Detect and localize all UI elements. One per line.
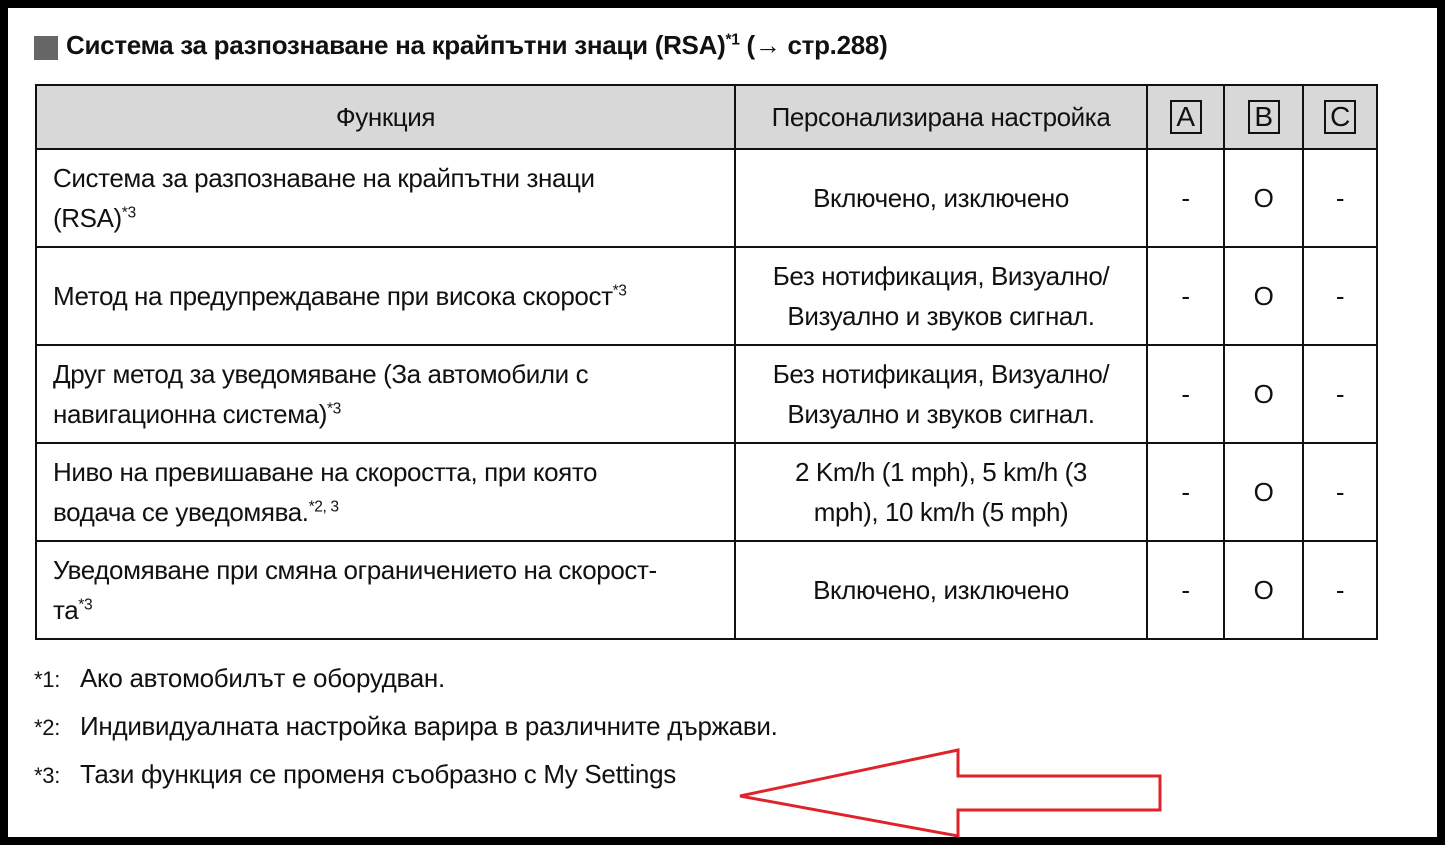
setting-line: mph), 10 km/h (5 mph): [813, 497, 1069, 527]
table-row: [36, 541, 1377, 639]
setting-line: Без нотификация, Визуално/: [772, 261, 1110, 291]
function-line: Друг метод за уведомяване (За автомобили с: [53, 359, 589, 389]
mark-b-cell: O: [1224, 149, 1303, 247]
footnote-item: [34, 711, 778, 759]
header-a: [1147, 85, 1224, 149]
setting-line: 2 Km/h (1 mph), 5 km/h (3: [795, 457, 1087, 487]
section-heading: [34, 30, 887, 61]
setting-cell: [735, 149, 1147, 247]
footnote-ref: *3: [121, 204, 136, 222]
table-header-row: [36, 85, 1377, 149]
header-a-box: A: [1170, 100, 1202, 134]
mark-b-cell: O: [1224, 541, 1303, 639]
mark-a-cell: -: [1147, 345, 1224, 443]
setting-line: Включено, изключено: [813, 183, 1069, 213]
mark-a-cell: -: [1147, 149, 1224, 247]
function-cell: [36, 149, 735, 247]
function-line: Уведомяване при смяна ограничението на скорост-: [53, 555, 657, 585]
mark-b-cell: O: [1224, 345, 1303, 443]
table-row: [36, 149, 1377, 247]
function-line: $та^{*3}$: [53, 595, 93, 625]
footnotes: [34, 663, 778, 807]
mark-b-cell: O: [1224, 443, 1303, 541]
setting-line: Визуално и звуков сигнал.: [787, 399, 1095, 429]
footnote-ref: *2, 3: [308, 498, 339, 516]
setting-line: Без нотификация, Визуално/: [772, 359, 1110, 389]
header-setting: Персонализирана настройка: [735, 85, 1147, 149]
footnote-item: [34, 663, 778, 711]
function-line: Система за разпознаване на крайпътни знаци: [53, 163, 595, 193]
table-row: [36, 345, 1377, 443]
footnote-marker: *1:: [34, 667, 61, 692]
document-page: [8, 8, 1437, 837]
mark-a-cell: -: [1147, 247, 1224, 345]
footnote-ref: *3: [327, 400, 341, 418]
header-c: [1303, 85, 1377, 149]
header-b-box: B: [1248, 100, 1280, 134]
header-c-box: C: [1324, 100, 1356, 134]
red-arrow-icon: [728, 740, 1168, 840]
table-row: [36, 247, 1377, 345]
mark-a-cell: -: [1147, 443, 1224, 541]
header-b: [1224, 85, 1303, 149]
footnote-ref: *3: [612, 282, 627, 300]
table-row: [36, 443, 1377, 541]
function-line: навигационна система)$^{*3}$: [53, 399, 341, 429]
setting-line: Включено, изключено: [813, 575, 1069, 605]
mark-c-cell: -: [1303, 247, 1377, 345]
mark-c-cell: -: [1303, 541, 1377, 639]
mark-c-cell: -: [1303, 443, 1377, 541]
footnote-text: Тази функция се променя съобразно с My Settings: [80, 759, 676, 789]
setting-cell: [735, 541, 1147, 639]
heading-footnote-ref: *1: [725, 31, 740, 49]
function-cell: [36, 541, 735, 639]
setting-cell: [735, 443, 1147, 541]
function-cell: [36, 345, 735, 443]
footnote-text: Ако автомобилът е оборудван.: [80, 663, 445, 693]
heading-title: Система за разпознаване на крайпътни знаци (RSA)$^{*1}$ (→ стр.288): [66, 30, 888, 60]
function-line: Метод на предупреждаване при висока скорост$^{*3}$: [53, 281, 627, 311]
footnote-ref: *3: [78, 596, 93, 614]
mark-c-cell: -: [1303, 149, 1377, 247]
heading-square-icon: [34, 36, 58, 60]
setting-cell: [735, 247, 1147, 345]
function-cell: [36, 443, 735, 541]
mark-b-cell: O: [1224, 247, 1303, 345]
function-line: (RSA)$^{*3}$: [53, 203, 136, 233]
setting-line: Визуално и звуков сигнал.: [787, 301, 1095, 331]
function-line: Ниво на превишаване на скоростта, при която: [53, 457, 598, 487]
mark-c-cell: -: [1303, 345, 1377, 443]
function-cell: [36, 247, 735, 345]
function-line: водача се уведомява.$^{*2, 3}$: [53, 497, 339, 527]
footnote-marker: *2:: [34, 715, 61, 740]
settings-table: [35, 84, 1378, 640]
footnote-marker: *3:: [34, 763, 61, 788]
setting-cell: [735, 345, 1147, 443]
mark-a-cell: -: [1147, 541, 1224, 639]
header-function: Функция: [36, 85, 735, 149]
heading-page-ref: (→ стр.288): [739, 30, 888, 60]
footnote-text: Индивидуалната настройка варира в различните държави.: [80, 711, 778, 741]
footnote-item: [34, 759, 778, 807]
